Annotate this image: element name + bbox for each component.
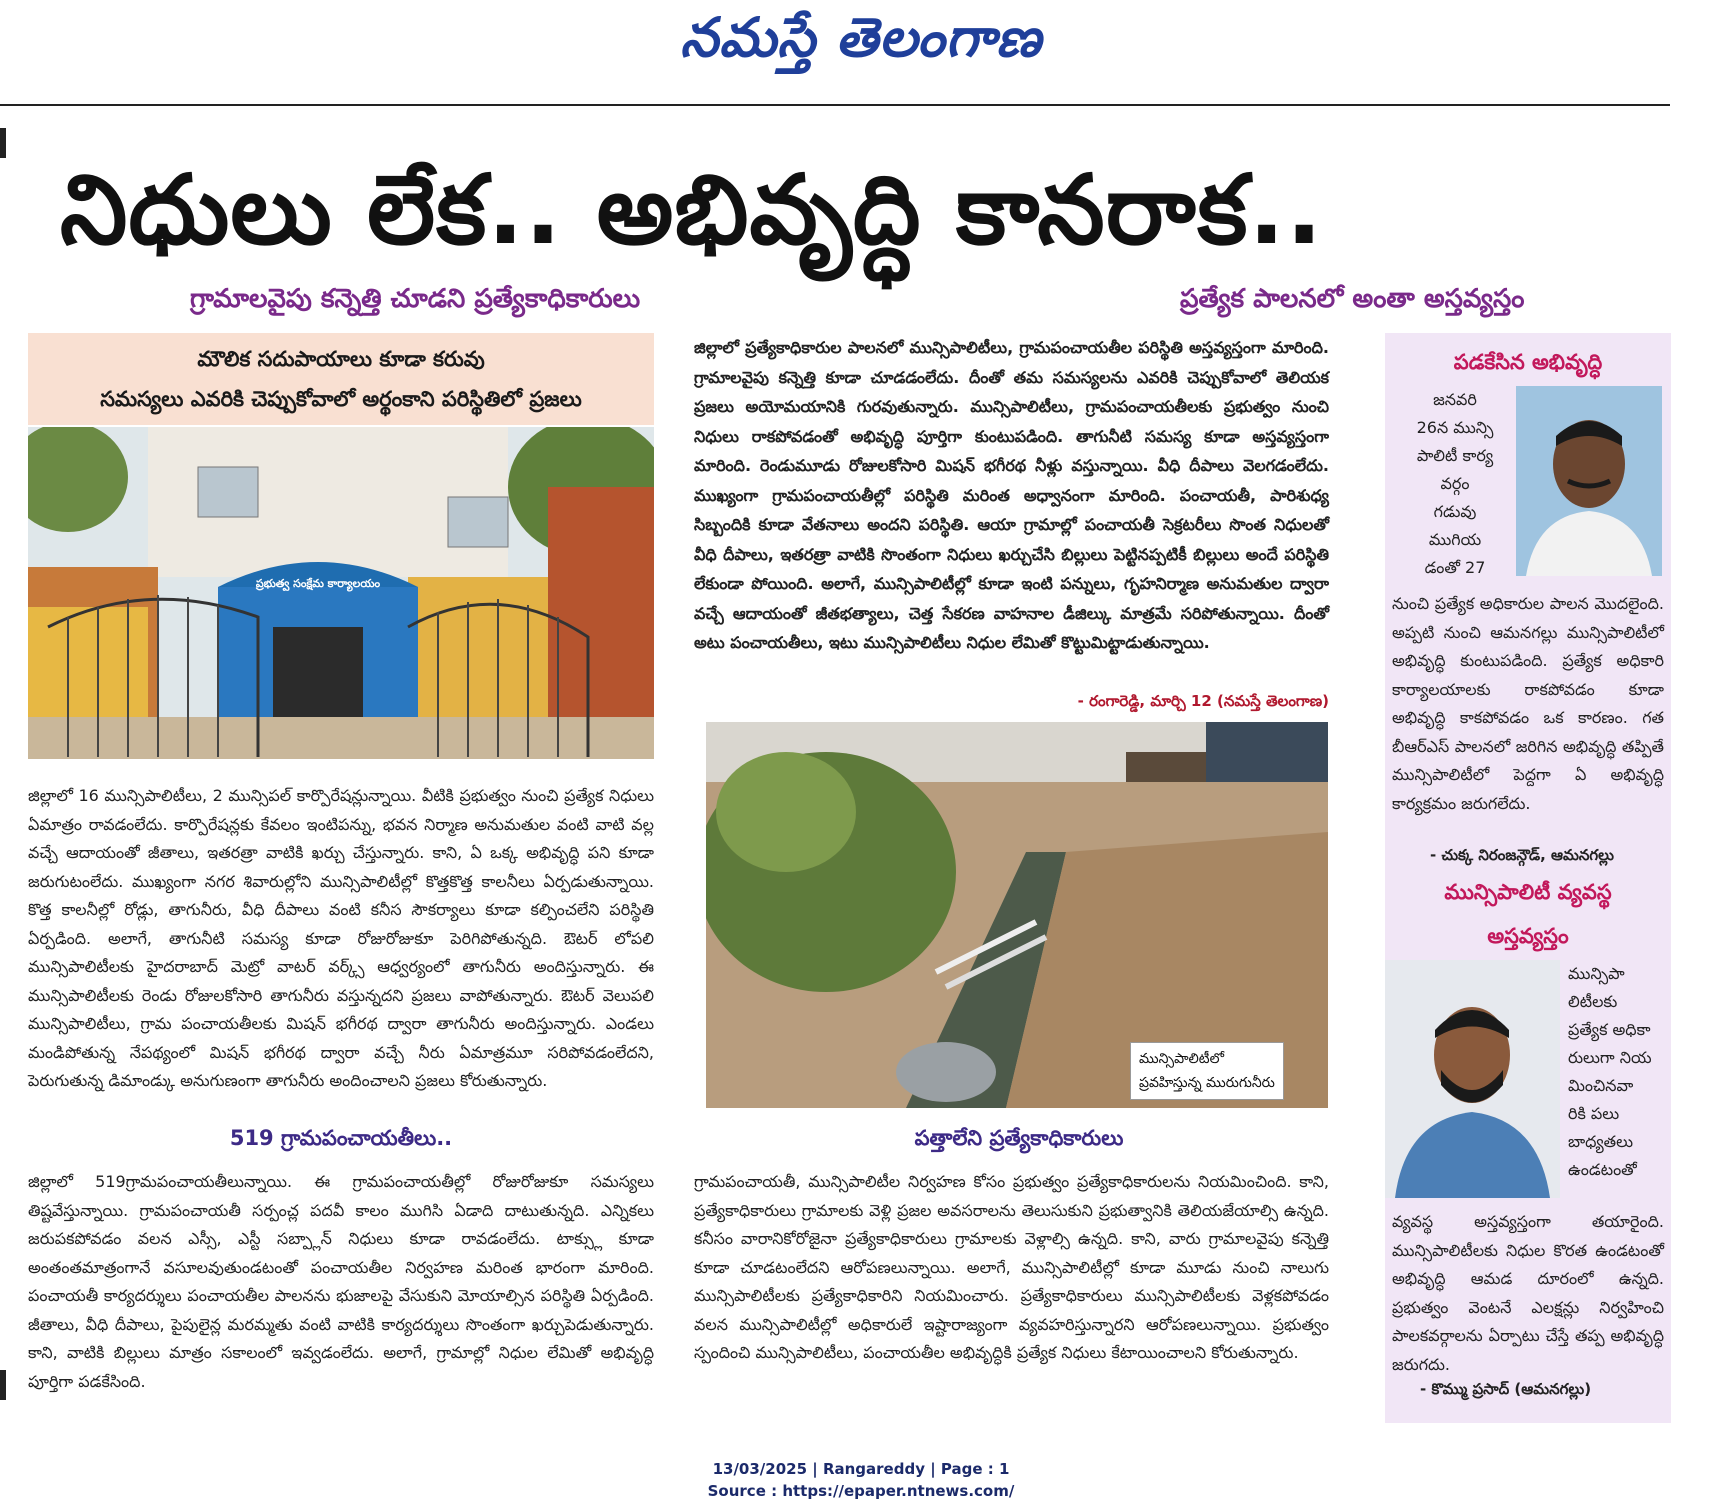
headline: నిధులు లేక.. అభివృద్ధి కానరాక..: [60, 154, 1324, 266]
portrait-1-illustration: [1516, 386, 1662, 576]
sidebar-quote-1-line: ముగియ: [1428, 530, 1482, 549]
left-paragraph-2: జిల్లాలో 519గ్రామపంచాయతీలున్నాయి. ఈ గ్రామపంచాయతీల్లో రోజురోజుకూ సమస్యలు తిష్టవేస్తున్నాయి. గ్రామపంచాయతీ సర్పంచ్ల పదవీ కాలం ముగిసి ఏడాది దాటుతున్నది. ఎన్నికలు జరుపకపోవడం వలన ఎస్సీ, ఎస్టీ సబ్ప్లాన్ నిధులు కూడా రావడంలేదు. టాక్స్లు కూడా అంతంతమాత్రంగానే వసూలవుతుండటంతో పంచాయతీల నిర్వహణ మరింత భారంగా మారింది. పంచాయతీ కార్యదర్శులు పంచాయతీల పాలనను భుజాలపై వేసుకుని మోయాల్సిన పరిస్థితి ఏర్పడింది. జీతాలు, వీధి దీపాలు, పైపులైన్ల మరమ్మతు వంటి వాటికి కార్యదర్శులు సొంతంగా ఖర్చుపెడుతున్నారు. కాని, వాటికి బిల్లులు మాత్రం సకాలంలో ఇవ్వడంలేదు. అలాగే, గ్రామాల్లో నిధుల లేమితో అభివృద్ధి పూర్తిగా పడకేసింది.: [28, 1172, 654, 1391]
sidebar-quote-1-line: డంతో 27: [1424, 558, 1486, 577]
left-subhead: 519 గ్రామపంచాయతీలు..: [229, 1126, 453, 1150]
sidebar-quote-1-wrap: [1400, 386, 1510, 582]
portrait-2-illustration: [1385, 960, 1560, 1198]
sidebar-title-2b: అస్తవ్యస్తం: [1487, 924, 1569, 948]
center-subhead: పత్తాలేని ప్రత్యేకాధికారులు: [914, 1126, 1124, 1150]
center-paragraph-2: గ్రామపంచాయతీ, మున్సిపాలిటీల నిర్వహణ కోసం ప్రభుత్వం ప్రత్యేకాధికారులను నియమించింది. కాని, ప్రత్యేకాధికారులు గ్రామాలకు వెళ్లి ప్రజల అవసరాలను తెలుసుకుని ప్రభుత్వానికి తెలియజేయాల్సి ఉన్నది. కనీసం వారానికోరోజైనా ప్రత్యేకాధికారులు గ్రామాలకు వెళ్లాల్సి ఉన్నది. కాని, వారు గ్రామాలవైపు కన్నెత్తి కూడా చూడటంలేదని ఆరోపణలున్నాయి. అలాగే, మున్సిపాలిటీల్లో కూడా మూడు నుంచి నాలుగు మున్సిపాలిటీలకు ప్రత్యేకాధికారిని నియమించారు. ప్రత్యేకాధికారులు మున్సిపాలిటీలకు వెళ్లకపోవడం వలన మున్సిపాలిటీల్లో అధికారులే ఇష్టారాజ్యంగా వ్యవహరిస్తున్నారని ఆరోపణలున్నాయి. ప్రభుత్వం స్పందించి మున్సిపాలిటీలు, పంచాయతీల అభివృద్ధికి ప్రత్యేక నిధులు కేటాయించాలని కోరుతున్నారు.: [694, 1172, 1329, 1362]
photo-portrait-1: [1516, 386, 1662, 576]
sidebar-title-2a: మున్సిపాలిటీ వ్యవస్థ: [1444, 880, 1612, 904]
sidebar-quote-1-line: పాలిటీ కార్య: [1416, 446, 1494, 465]
sidebar-quote-2-line: మున్సిపా: [1568, 964, 1625, 983]
photo-caption-line-2: ప్రవహిస్తున్న మురుగునీరు: [1139, 1075, 1275, 1091]
masthead-rule: [0, 104, 1670, 106]
footer-source: Source : https://epaper.ntnews.com/: [707, 1482, 1015, 1500]
sidebar-quote-2-line: ఉండటంతో: [1568, 1160, 1637, 1179]
sidebar-byline-1: - చుక్క నిరంజన్గౌడ్, ఆమనగల్లు: [1430, 846, 1614, 864]
office-signboard: ప్రభుత్వ సంక్షేమ కార్యాలయం: [255, 577, 381, 590]
sidebar-title-1: పడకేసిన అభివృద్ధి: [1453, 350, 1603, 374]
photo-caption-line-1: మున్సిపాలిటీలో: [1139, 1051, 1225, 1067]
sidebar-byline-2: - కొమ్ము ప్రసాద్ (ఆమనగల్లు): [1420, 1380, 1592, 1398]
sidebar-quote-2-line: ప్రత్యేక అధికా: [1568, 1020, 1651, 1039]
sidebar-quote-2-line: రులుగా నియ: [1568, 1048, 1652, 1067]
sidebar-quote-1-rest: నుంచి ప్రత్యేక అధికారుల పాలన మొదలైంది. అప్పటి నుంచి ఆమనగల్లు మున్సిపాలిటీలో అభివృద్ధి కుంటుపడింది. ప్రత్యేక అధికారి కార్యాలయాలకు రాకపోవడం కూడా అభివృద్ధి కాకపోవడం ఒక కారణం. గత బీఆర్ఎస్ పాలనలో జరిగిన అభివృద్ధి తప్పితే మున్సిపాలిటీలో పెద్దగా ఏ అభివృద్ధి కార్యక్రమం జరుగలేదు.: [1392, 594, 1664, 813]
sidebar-quote-1-line: 26న మున్సి: [1416, 418, 1494, 437]
photo-portrait-2: [1385, 960, 1560, 1198]
sidebar-quote-1-line: గడువు: [1433, 502, 1477, 521]
sidebar-quote-1-line: జనవరి: [1433, 390, 1477, 409]
dateline: - రంగారెడ్డి, మార్చి 12 (నమస్తే తెలంగాణ): [1077, 692, 1329, 710]
crop-mark-bottom: [0, 1370, 6, 1400]
crop-mark-top: [0, 128, 6, 158]
sidebar-quote-2-line: బాధ్యతలు: [1568, 1132, 1633, 1151]
sidebar-quote-2-line: లిటీలకు: [1568, 992, 1618, 1011]
photo-office-gate: [28, 427, 654, 759]
sidebar-quote-2-line: రికి పలు: [1568, 1104, 1620, 1123]
summary-line-2: సమస్యలు ఎవరికి చెప్పుకోవాలో అర్థంకాని పరిస్థితిలో ప్రజలు: [100, 387, 582, 411]
summary-box: [28, 333, 654, 425]
photo-caption: [1130, 1042, 1284, 1100]
sidebar-quote-2-line: మించినవా: [1568, 1076, 1634, 1095]
left-paragraph-1: జిల్లాలో 16 మున్సిపాలిటీలు, 2 మున్సిపల్ కార్పొరేషన్లున్నాయి. వీటికి ప్రభుత్వం నుంచి ప్రత్యేక నిధులు ఏమాత్రం రావడంలేదు. కార్పొరేషన్లకు కేవలం ఇంటిపన్ను, భవన నిర్మాణ అనుమతుల వంటి వాటి వల్ల వచ్చే ఆదాయంతో జీతాలు, ఇతరత్రా వాటికి ఖర్చు చేస్తున్నారు. కాని, ఏ ఒక్క అభివృద్ధి పని కూడా జరుగుటంలేదు. ముఖ్యంగా నగర శివారుల్లోని మున్సిపాలిటీల్లో కొత్తకొత్త కాలనీలు ఏర్పడుతున్నాయి. కొత్త కాలనీల్లో రోడ్లు, తాగునీరు, వీధి దీపాలు వంటి కనీస సౌకర్యాలు కూడా కల్పించలేని పరిస్థితి ఏర్పడింది. అలాగే, తాగునీటి సమస్య కూడా రోజురోజుకూ పెరిగిపోతున్నది. ఔటర్ లోపలి మున్సిపాలిటీలకు హైదరాబాద్ మెట్రో వాటర్ వర్క్స్ ఆధ్వర్యంలో తాగునీరు అందిస్తున్నారు. ఈ మున్సిపాలిటీలకు రెండు రోజులకోసారి తాగునీరు వస్తున్నదని ప్రజలు వాపోతున్నారు. ఔటర్ వెలుపలి మున్సిపాలిటీలు, గ్రామ పంచాయతీలకు మిషన్ భగీరథ ద్వారా తాగునీరు అందిస్తున్నారు. ఎండలు మండిపోతున్న నేపథ్యంలో మిషన్ భగీరథ ద్వారా వచ్చే నీరు ఏమాత్రమూ సరిపోవడంలేదని, పెరుగుతున్న డిమాండ్కు అనుగుణంగా తాగునీరు అందించాలని ప్రజలు కోరుతున్నారు.: [28, 786, 654, 1090]
photo-drainage: [706, 722, 1328, 1108]
masthead-logo: నమస్తే తెలంగాణ: [680, 6, 1042, 69]
kicker-right: ప్రత్యేక పాలనలో అంతా అస్తవ్యస్తం: [1180, 284, 1525, 314]
center-paragraph-1: జిల్లాలో ప్రత్యేకాధికారుల పాలనలో మున్సిపాలిటీలు, గ్రామపంచాయతీల పరిస్థితి అస్తవ్యస్తంగా మారింది. గ్రామాలవైపు కన్నెత్తి కూడా చూడడంలేదు. దీంతో తమ సమస్యలను ఎవరికి చెప్పుకోవాలో తెలియక ప్రజలు అయోమయానికి గురవుతున్నారు. మున్సిపాలిటీలు, గ్రామపంచాయతీలకు ప్రభుత్వం నుంచి నిధులు రాకపోవడంతో అభివృద్ధి పూర్తిగా కుంటుపడింది. తాగునీటి సమస్య కూడా అస్తవ్యస్తంగా మారింది. రెండుమూడు రోజులకోసారి మిషన్ భగీరథ నీళ్లు వస్తున్నాయి. వీధి దీపాలు వెలగడంలేదు. ముఖ్యంగా గ్రామపంచాయతీల్లో పరిస్థితి మరింత అధ్వానంగా మారింది. పంచాయతీ, పారిశుధ్య సిబ్బందికి కూడా వేతనాలు అందని పరిస్థితి. ఆయా గ్రామాల్లో పంచాయతీ సెక్రటరీలు సొంత నిధులతో వీధి దీపాలు, ఇతరత్రా వాటికి సొంతంగా నిధులు ఖర్చుచేసి బిల్లులు పెట్టినప్పటికీ బిల్లులు అందే పరిస్థితి లేకుండా పోయింది. అలాగే, మున్సిపాలిటీల్లో కూడా ఇంటి పన్నులు, గృహనిర్మాణ అనుమతుల ద్వారా వచ్చే ఆదాయంతో జీతభత్యాలు, చెత్త సేకరణ వాహనాల డీజిల్కు మాత్రమే సరిపోతున్నాయి. దీంతో అటు పంచాయతీలు, ఇటు మున్సిపాలిటీలు నిధుల లేమితో కొట్టుమిట్టాడుతున్నాయి.: [694, 338, 1329, 652]
sidebar-quote-1-line: వర్గం: [1440, 474, 1470, 493]
summary-line-1: మౌలిక సదుపాయాలు కూడా కరువు: [197, 347, 485, 371]
photo-office-gate-illustration: [28, 427, 654, 759]
footer-edition: 13/03/2025 | Rangareddy | Page : 1: [712, 1460, 1010, 1478]
sidebar-quote-2-rest: వ్యవస్థ అస్తవ్యస్తంగా తయారైంది. మున్సిపాలిటీలకు నిధుల కొరత ఉండటంతో అభివృద్ధి ఆమడ దూరంలో ఉన్నది. ప్రభుత్వం వెంటనే ఎలక్షన్లు నిర్వహించి పాలకవర్గాలను ఏర్పాటు చేస్తే తప్ప అభివృద్ధి జరుగదు.: [1392, 1212, 1664, 1374]
sidebar-quote-2-wrap: [1568, 960, 1668, 1184]
kicker-left: గ్రామాలవైపు కన్నెత్తి చూడని ప్రత్యేకాధికారులు: [190, 284, 641, 314]
